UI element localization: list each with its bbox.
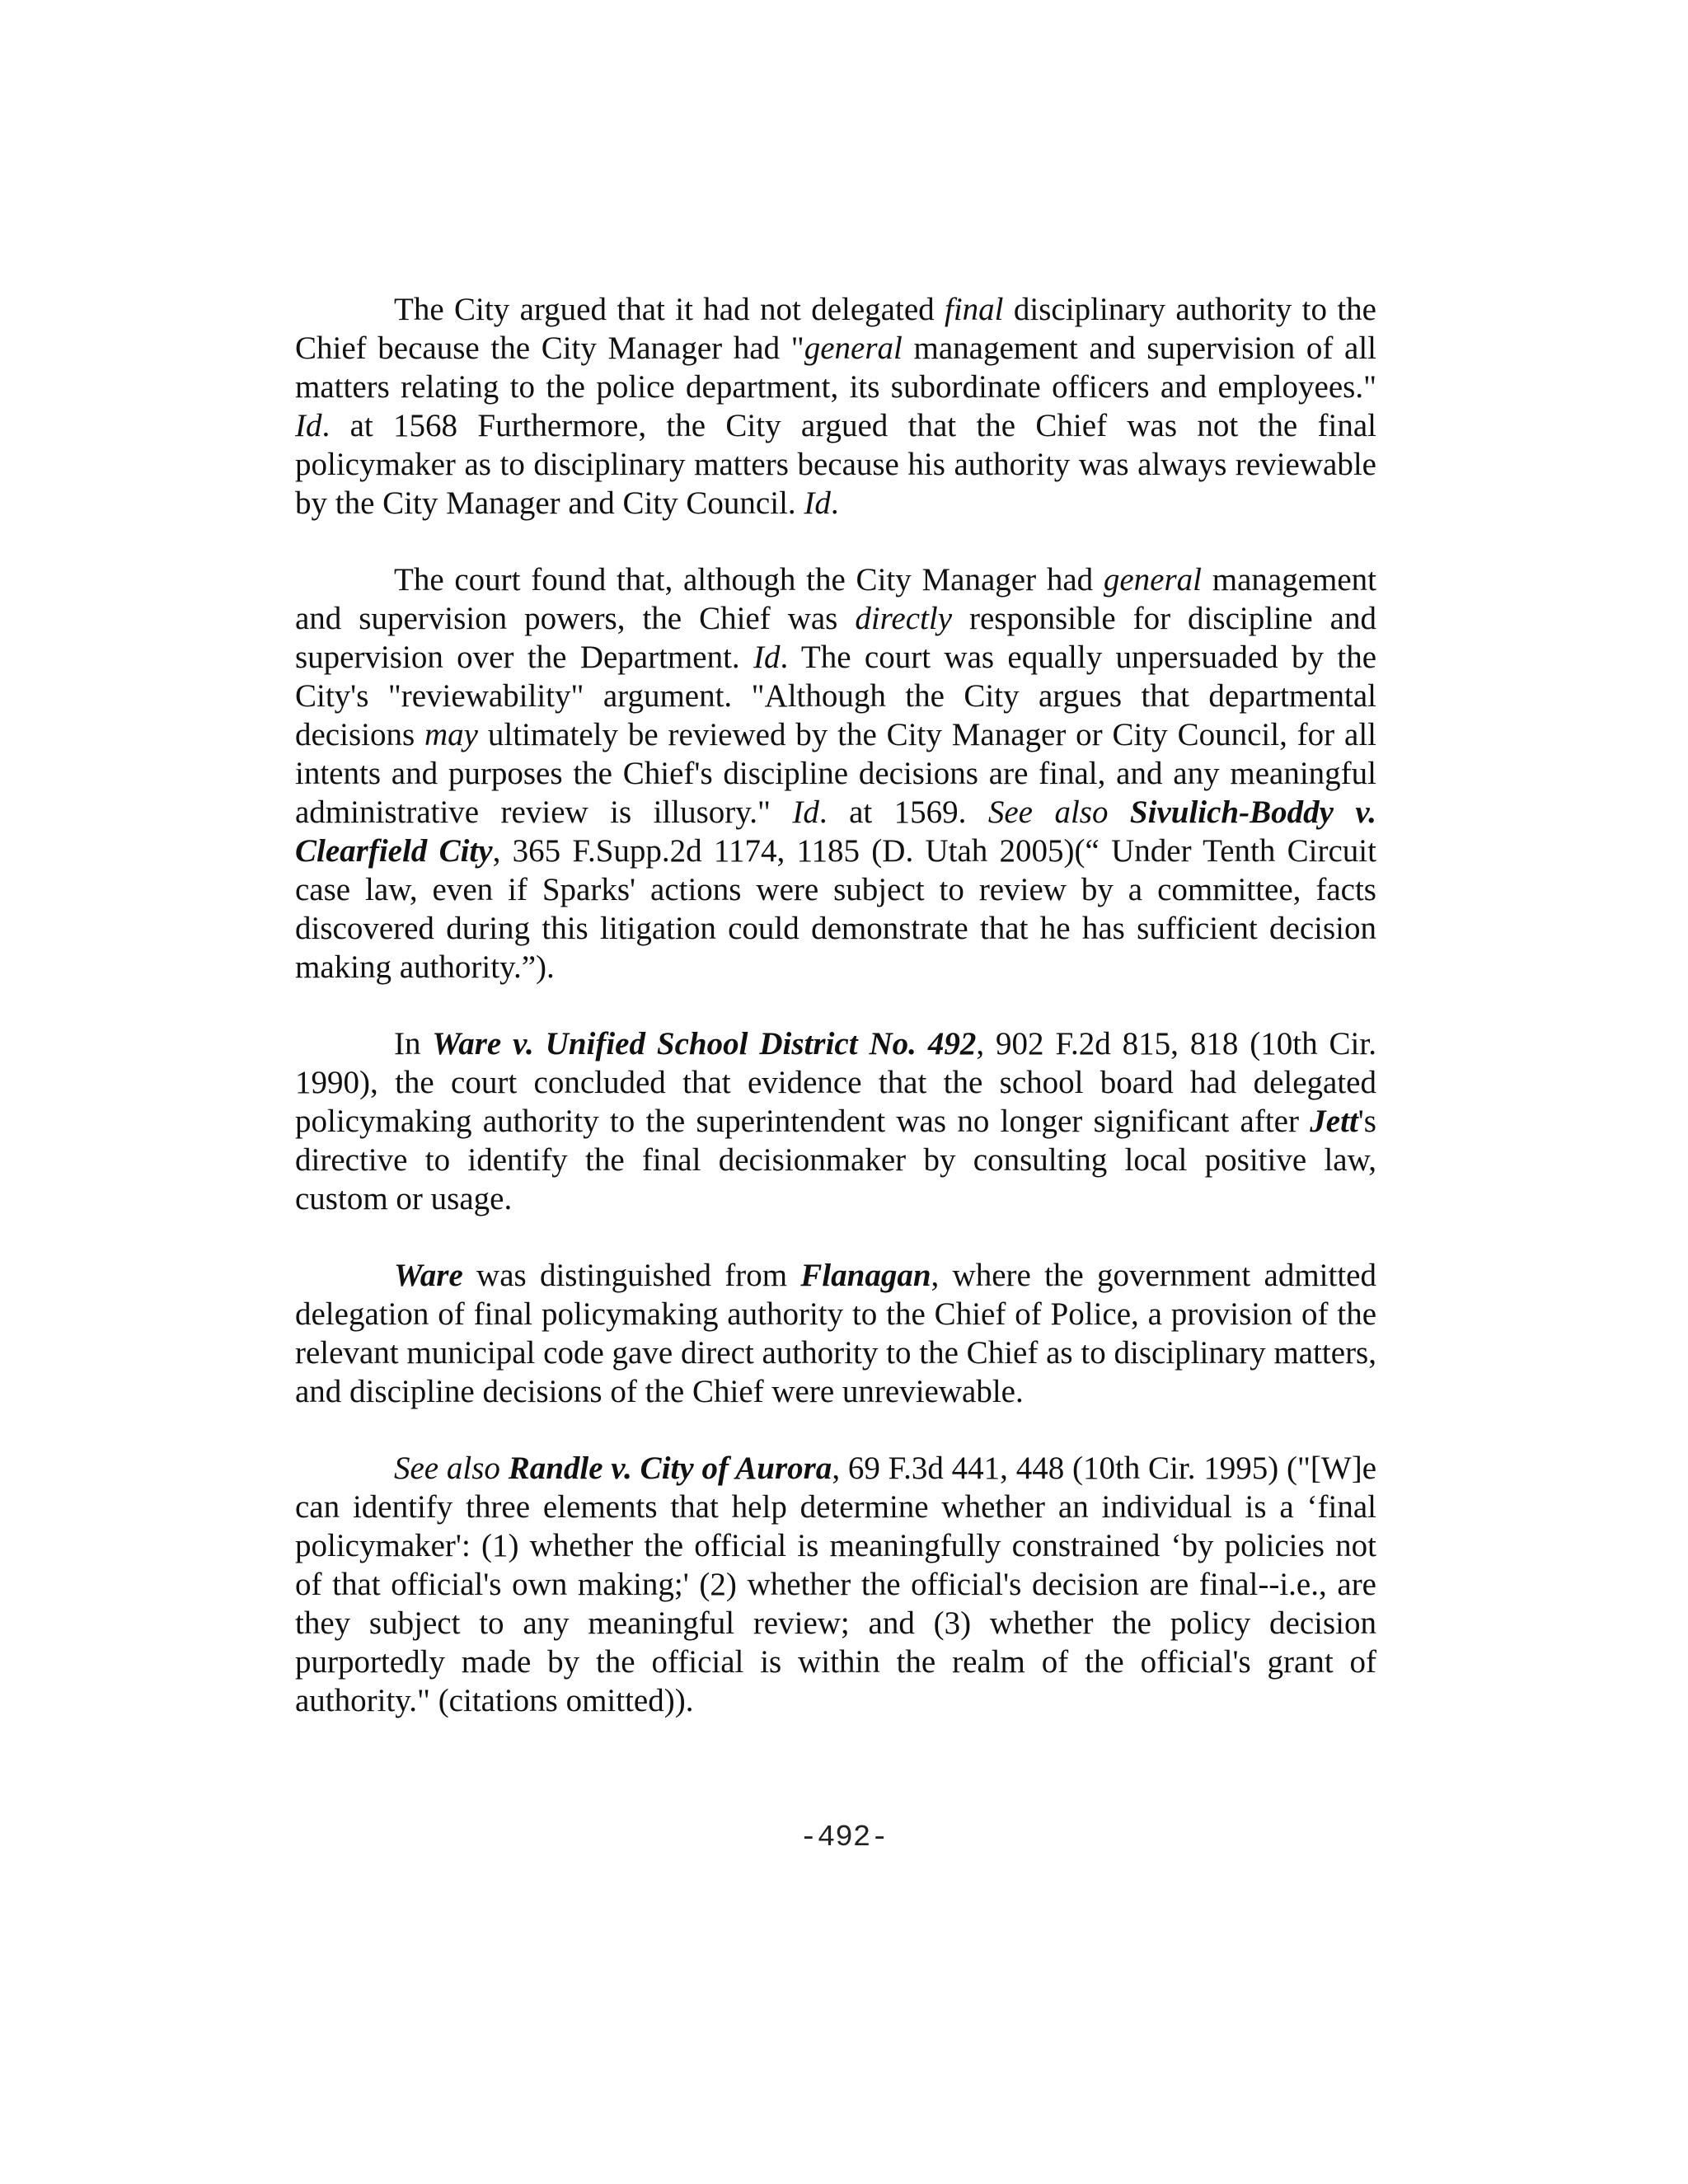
paragraph	[295, 1256, 1376, 1411]
italic-text-run: general	[1103, 562, 1203, 598]
text-run: management and supervision of all matters relating to the police department, its subordinate officers and employees."	[295, 330, 1377, 405]
text-run: , 69 F.3d 441, 448 (10th Cir. 1995) ("[W]e can identify three elements that help determine whether an individual is a ‘final policymaker': (1) whether the official is meaningfully constrained ‘by policies not of that official's own making;' (2) whether the official's decision are final--i.e., are they subject to any meaningful review; and (3) whether the policy decision purportedly made by the official is within the realm of the official's grant of authority." (citations omitted)).	[295, 1451, 1377, 1718]
page-number: -492-	[799, 1821, 889, 1854]
case-name: Sivulich-Boddy v. Clearfield City	[295, 794, 1376, 869]
text-run: In	[394, 1026, 433, 1062]
text-run: , where the government admitted delegation of final policymaking authority to the Chief of Police, a provision of the relevant municipal code gave direct authority to the Chief as to disciplinary matters, and discipline decisions of the Chief were unreviewable.	[295, 1258, 1376, 1409]
text-run: , 365 F.Supp.2d 1174, 1185 (D. Utah 2005)(“ Under Tenth Circuit case law, even if Sparks' actions were subject to review by a committee, facts discovered during this litigation could demonstrate that he has sufficient decision making authority.”).	[295, 833, 1376, 985]
text-run: was distinguished from	[462, 1258, 801, 1293]
text-run: The City argued that it had not delegated	[394, 292, 945, 327]
text-run: disciplinary authority to the Chief because the City Manager had "	[295, 292, 1376, 366]
italic-text-run: Id	[753, 640, 781, 675]
paragraph	[295, 1449, 1376, 1720]
case-name: Jett	[1310, 1104, 1358, 1139]
italic-text-run: directly	[855, 601, 953, 636]
case-name: Randle v. City of Aurora	[508, 1451, 832, 1486]
text-run	[500, 1451, 509, 1486]
case-name: Ware	[394, 1258, 463, 1293]
italic-text-run: final	[945, 292, 1004, 327]
text-run: responsible for discipline and supervision over the Department.	[295, 601, 1376, 675]
text-run: . The court was equally unpersuaded by the City's "reviewability" argument. "Although the City argues that departmental decisions	[295, 640, 1377, 752]
body-text	[295, 290, 1376, 1758]
italic-text-run: Id	[792, 794, 819, 830]
italic-text-run: See also	[394, 1451, 500, 1486]
case-name: Flanagan	[800, 1258, 931, 1293]
italic-text-run: Id	[804, 485, 831, 521]
text-run: , 902 F.2d 815, 818 (10th Cir. 1990), the court concluded that evidence that the school board had delegated policymaking authority to the superintendent was no longer significant after	[295, 1026, 1376, 1139]
italic-text-run: may	[424, 717, 478, 752]
italic-text-run: See also	[987, 794, 1109, 830]
italic-text-run: Id	[295, 408, 322, 443]
text-run: 's directive to identify the final decisionmaker by consulting local positive law, custom or usage.	[295, 1104, 1376, 1216]
text-run: ultimately be reviewed by the City Manager or City Council, for all intents and purposes the Chief's discipline decisions are final, and any meaningful administrative review is illusory."	[295, 717, 1376, 830]
case-name: Ware v. Unified School District No. 492	[432, 1026, 977, 1062]
text-run: .	[830, 485, 839, 521]
text-run: The court found that, although the City Manager had	[394, 562, 1104, 598]
text-run: . at 1568 Furthermore, the City argued that the Chief was not the final policymaker as to disciplinary matters because his authority was always reviewable by the City Manager and City Council.	[295, 408, 1376, 521]
italic-text-run: general	[804, 330, 903, 366]
paragraph	[295, 560, 1376, 987]
paragraph	[295, 1024, 1376, 1218]
text-run: . at 1569.	[818, 794, 988, 830]
text-run: management and supervision powers, the Chief was	[295, 562, 1377, 636]
text-run	[1108, 794, 1129, 830]
paragraph	[295, 290, 1376, 523]
